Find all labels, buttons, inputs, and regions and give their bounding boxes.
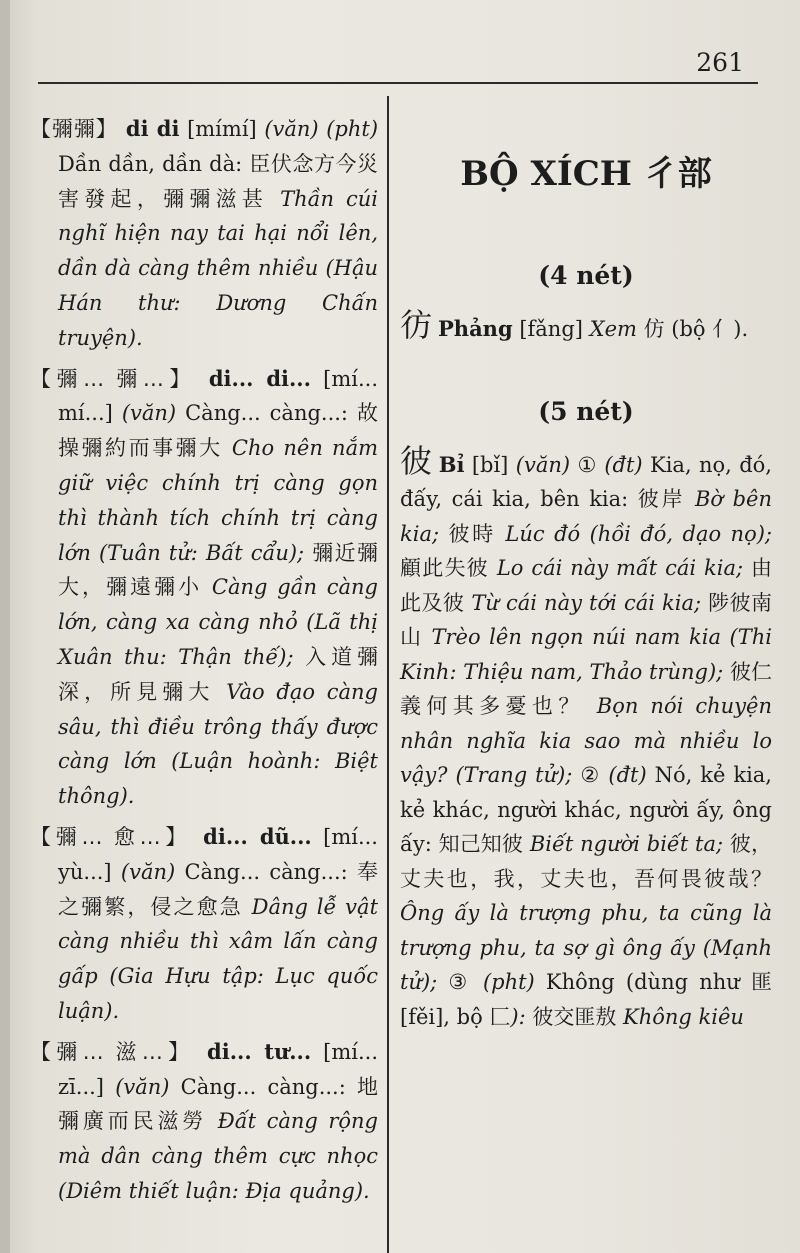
entry-text: (văn) (pht): [264, 117, 379, 141]
entry-text: 匚: [489, 1004, 511, 1029]
entry-text: [fěi], bộ: [400, 1004, 490, 1029]
entry-text: Càng gần càng lớn, càng xa càng nhỏ (Lã thị Xuân thu: Thận thế);: [58, 575, 378, 669]
entry-text: (văn): [115, 1074, 170, 1099]
entry-text: 【彌… 滋…】: [30, 1039, 195, 1064]
dictionary-entry: [30, 820, 378, 1029]
entry-text: Lúc đó (hồi đó, dạo nọ);: [496, 521, 772, 546]
entry-text: 知己知彼: [438, 832, 524, 856]
entry-text: (pht): [482, 970, 535, 994]
stroke-count-heading: (4 nét): [538, 261, 634, 290]
entry-text: 由此及彼: [400, 556, 772, 615]
entry-text: Thần cúi nghĩ hiện nay tai hại nổi lên, dần dà càng thêm nhiều (Hậu Hán thư: Dương Chấn truyện).: [58, 186, 379, 350]
entry-text: 彼岸: [637, 487, 686, 511]
entry-text: 彼時: [439, 521, 496, 546]
entry-text: 陟彼南山: [400, 590, 772, 649]
entry-text: 故操彌約而事彌大: [58, 401, 378, 461]
entry-text: 【彌彌】: [30, 117, 118, 141]
entry-text: 地彌廣而民滋勞: [58, 1074, 378, 1134]
dictionary-entry: [400, 308, 772, 347]
entry-text: 【彌… 愈…】: [30, 824, 192, 849]
entry-character: 彼: [400, 441, 433, 480]
entry-text: 顧此失彼: [400, 556, 489, 580]
entry-text: 彼，丈夫也，我，丈夫也，吾何畏彼哉？: [400, 832, 772, 891]
entry-text: Không (dùng như: [534, 970, 751, 994]
dictionary-entry: [400, 441, 772, 1035]
entry-text: 彌近彌大，彌遠彌小: [58, 540, 378, 600]
entry-text: (đt): [608, 763, 647, 787]
entry-text: Càng... càng...:: [169, 1074, 357, 1099]
entry-text: ).: [733, 317, 749, 341]
entry-text: (văn): [120, 859, 176, 884]
headword: Bỉ: [438, 451, 465, 477]
entry-text: Xem: [589, 317, 637, 341]
entry-text: [mí... zī...]: [58, 1039, 378, 1099]
entry-text: Lo cái này mất cái kia;: [488, 556, 744, 580]
entry-text: 亻: [712, 317, 734, 341]
entry-text: ③: [437, 970, 483, 994]
section-title: BỘ XÍCH 彳部: [460, 154, 712, 194]
entry-text: ):: [510, 1004, 533, 1029]
entry-text: [bǐ]: [464, 452, 516, 477]
entry-text: 奉之彌繁，侵之愈急: [58, 859, 378, 919]
headword: Phảng: [438, 316, 513, 341]
dictionary-entry: [30, 1035, 378, 1209]
column-divider: [387, 96, 389, 1253]
entry-text: (văn): [515, 452, 571, 477]
entry-text: Dần dần, dần dà:: [58, 151, 250, 176]
entry-text: Biết người biết ta;: [523, 832, 724, 856]
entry-text: [mí... mí...]: [58, 366, 378, 426]
entry-text: Bọn nói chuyện nhân nghĩa kia sao mà nhiều lo vậy? (Trang tử);: [400, 694, 772, 787]
page-number: 261: [696, 48, 744, 77]
entry-text: Trèo lên ngọn núi nam kia (Thi Kinh: Thiệu nam, Thảo trùng);: [400, 625, 772, 684]
entry-text: Càng... càng...:: [176, 401, 357, 426]
entry-text: ②: [572, 763, 609, 787]
dictionary-entry: [30, 112, 378, 356]
dictionary-entry: [30, 362, 378, 814]
entry-text: Dâng lễ vật càng nhiều thì xâm lấn càng gấp (Gia Hựu tập: Lục quốc luận).: [58, 894, 379, 1023]
header-rule: [38, 82, 758, 84]
entry-text: Không kiêu: [616, 1004, 744, 1029]
entry-text: (văn): [121, 401, 177, 426]
entry-text: 仿: [636, 317, 672, 341]
headword: di... di...: [196, 365, 311, 391]
entry-text: [mí... yù...]: [58, 824, 378, 884]
entry-text: ①: [570, 452, 605, 477]
entry-text: Từ cái này tới cái kia;: [464, 590, 702, 615]
entry-text: Cho nên nắm giữ việc chính trị càng gọn thì thành tích chính trị càng lớn (Tuân tử: Bất cẩu);: [58, 436, 379, 565]
left-column: [30, 112, 378, 1215]
entry-character: 彷: [400, 306, 433, 344]
headword: di di: [117, 116, 180, 141]
entry-text: 【彌… 彌…】: [30, 366, 196, 391]
entry-text: 匪: [751, 970, 772, 994]
entry-text: [mímí]: [179, 117, 265, 141]
page-gutter-shadow: [0, 0, 10, 1253]
entry-text: 彼交匪敖: [532, 1004, 617, 1029]
entry-text: (bộ: [671, 317, 713, 341]
entry-text: Kia, nọ, đó, đấy, cái kia, bên kia:: [400, 452, 772, 511]
entry-text: (đt): [604, 452, 643, 477]
stroke-count-heading: (5 nét): [538, 396, 634, 426]
entry-text: Càng... càng...:: [175, 859, 357, 884]
headword: di... tư...: [194, 1038, 312, 1064]
headword: di... dũ...: [191, 823, 312, 849]
entry-text: Ông ấy là trượng phu, ta cũng là trượng phu, ta sợ gì ông ấy (Mạnh tử);: [400, 901, 772, 994]
right-column: [400, 130, 772, 1055]
entry-text: Đất càng rộng mà dân càng thêm cực nhọc (Diêm thiết luận: Địa quảng).: [58, 1109, 379, 1203]
entry-text: 彼仁義何其多憂也？: [400, 659, 772, 718]
entry-text: Vào đạo càng sâu, thì điều trông thấy được càng lớn (Luận hoành: Biệt thông).: [58, 679, 378, 809]
entry-text: 臣伏念方今災害發起，彌彌滋甚: [58, 151, 379, 211]
entry-text: [fǎng]: [512, 317, 590, 341]
entry-text: Bờ bên kia;: [400, 487, 772, 546]
entry-text: Nó, kẻ kia, kẻ khác, người khác, người ấy, ông ấy:: [400, 763, 772, 856]
entry-text: 入道彌深，所見彌大: [58, 644, 378, 704]
